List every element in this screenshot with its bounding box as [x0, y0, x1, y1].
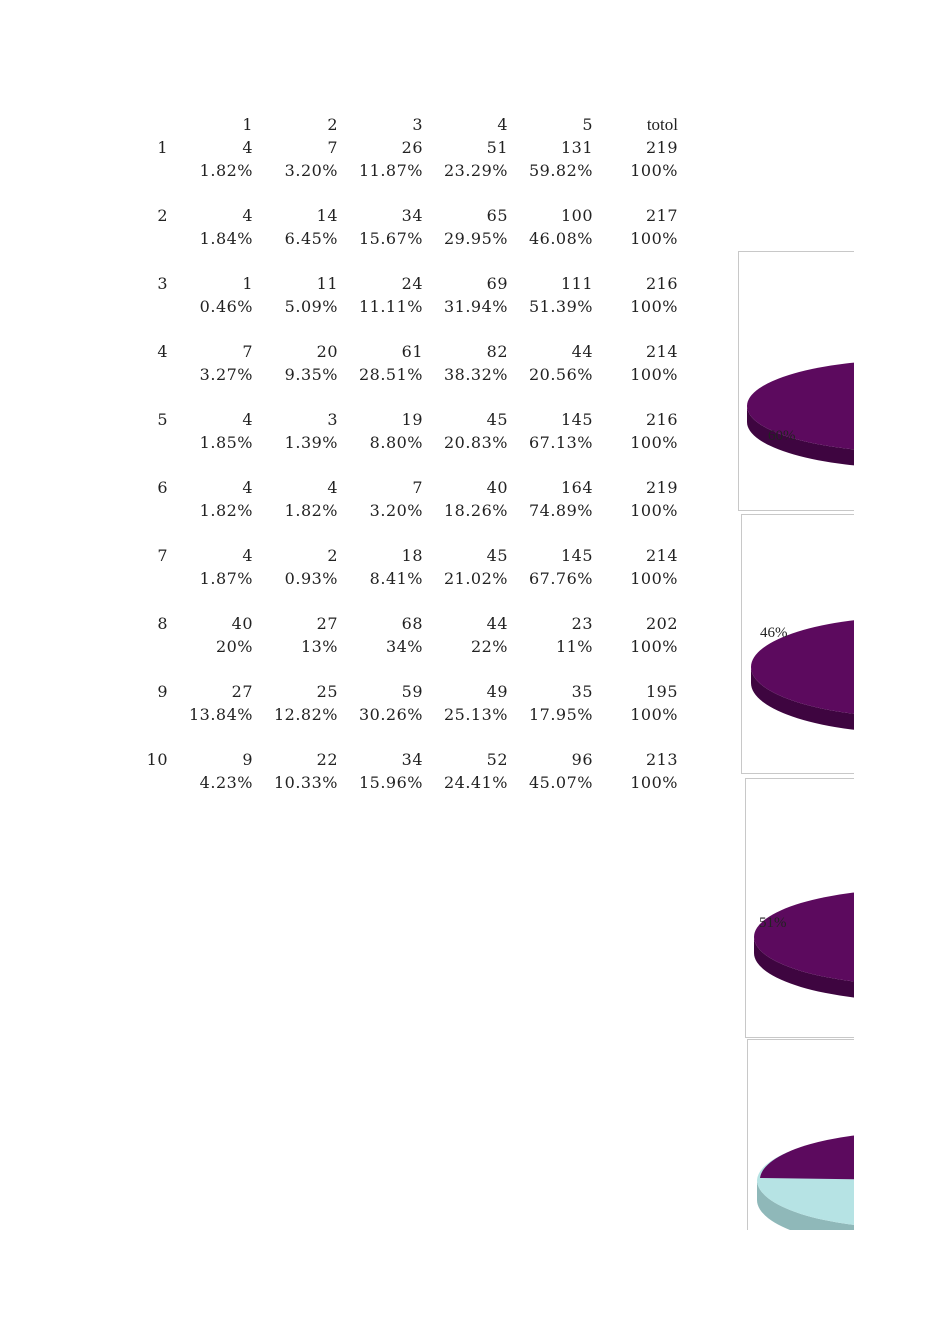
- count-cell[interactable]: 4: [242, 138, 253, 157]
- percent-cell[interactable]: 13%: [300, 637, 338, 656]
- row-id-cell[interactable]: 1: [157, 138, 168, 157]
- percent-cell[interactable]: 74.89%: [528, 501, 593, 520]
- pie-data-label: 46%: [760, 625, 788, 641]
- count-cell[interactable]: 40: [231, 614, 253, 633]
- percent-cell[interactable]: 22%: [470, 637, 508, 656]
- count-cell[interactable]: 219: [645, 138, 678, 157]
- percent-cell[interactable]: 1.82%: [284, 501, 338, 520]
- pie-chart-1[interactable]: [738, 251, 854, 511]
- count-cell[interactable]: 217: [645, 206, 678, 225]
- percent-cell[interactable]: 100%: [630, 569, 678, 588]
- row-id-cell[interactable]: 7: [157, 546, 168, 565]
- count-cell[interactable]: 213: [645, 750, 678, 769]
- percent-cell[interactable]: 34%: [385, 637, 423, 656]
- header-cell[interactable]: 3: [412, 115, 423, 134]
- count-cell[interactable]: 19: [401, 410, 423, 429]
- percent-cell[interactable]: 100%: [630, 637, 678, 656]
- percent-cell[interactable]: 18.26%: [443, 501, 508, 520]
- percent-cell[interactable]: 15.96%: [358, 773, 423, 792]
- percent-cell[interactable]: 17.95%: [528, 705, 593, 724]
- row-id-cell[interactable]: 9: [157, 682, 168, 701]
- count-cell[interactable]: 26: [401, 138, 423, 157]
- percent-cell[interactable]: 6.45%: [284, 229, 338, 248]
- percent-cell[interactable]: 8.80%: [369, 433, 423, 452]
- count-cell[interactable]: 195: [645, 682, 678, 701]
- row-id-cell[interactable]: 3: [157, 274, 168, 293]
- percent-cell[interactable]: 59.82%: [528, 161, 593, 180]
- row-id-cell[interactable]: 10: [146, 750, 168, 769]
- pie-slice-top: [760, 1132, 854, 1180]
- percent-cell[interactable]: 1.82%: [199, 501, 253, 520]
- count-cell[interactable]: 145: [560, 410, 593, 429]
- percent-cell[interactable]: 100%: [630, 773, 678, 792]
- count-cell[interactable]: 23: [571, 614, 593, 633]
- count-cell[interactable]: 216: [645, 274, 678, 293]
- count-cell[interactable]: 61: [401, 342, 423, 361]
- count-cell[interactable]: 44: [571, 342, 593, 361]
- pie-data-label: 51%: [759, 915, 787, 931]
- header-cell[interactable]: 4: [497, 115, 508, 134]
- count-cell[interactable]: 35: [571, 682, 593, 701]
- count-cell[interactable]: 18: [401, 546, 423, 565]
- pie-chart-3[interactable]: [745, 778, 854, 1038]
- count-cell[interactable]: 11: [316, 274, 338, 293]
- count-cell[interactable]: 25: [316, 682, 338, 701]
- percent-cell[interactable]: 1.39%: [284, 433, 338, 452]
- percent-cell[interactable]: 13.84%: [188, 705, 253, 724]
- count-cell[interactable]: 111: [560, 274, 593, 293]
- percent-cell[interactable]: 100%: [630, 705, 678, 724]
- row-id-cell[interactable]: 5: [157, 410, 168, 429]
- pie-chart-1-svg: [739, 252, 854, 510]
- percent-cell[interactable]: 23.29%: [443, 161, 508, 180]
- percent-cell[interactable]: 29.95%: [443, 229, 508, 248]
- count-cell[interactable]: 14: [316, 206, 338, 225]
- percent-cell[interactable]: 20.56%: [528, 365, 593, 384]
- percent-cell[interactable]: 1.87%: [199, 569, 253, 588]
- percent-cell[interactable]: 100%: [630, 365, 678, 384]
- percent-cell[interactable]: 0.46%: [199, 297, 253, 316]
- percent-cell[interactable]: 67.13%: [528, 433, 593, 452]
- percent-cell[interactable]: 10.33%: [273, 773, 338, 792]
- row-id-cell[interactable]: 6: [157, 478, 168, 497]
- percent-cell[interactable]: 25.13%: [443, 705, 508, 724]
- count-cell[interactable]: 82: [486, 342, 508, 361]
- count-cell[interactable]: 145: [560, 546, 593, 565]
- count-cell[interactable]: 40: [486, 478, 508, 497]
- header-cell[interactable]: 1: [242, 115, 253, 134]
- pie-chart-2[interactable]: [741, 514, 854, 774]
- count-cell[interactable]: 65: [486, 206, 508, 225]
- count-cell[interactable]: 69: [486, 274, 508, 293]
- count-cell[interactable]: 52: [486, 750, 508, 769]
- count-cell[interactable]: 214: [645, 546, 678, 565]
- percent-cell[interactable]: 45.07%: [528, 773, 593, 792]
- row-id-cell[interactable]: 4: [157, 342, 168, 361]
- count-cell[interactable]: 51: [486, 138, 508, 157]
- percent-cell[interactable]: 100%: [630, 501, 678, 520]
- count-cell[interactable]: 216: [645, 410, 678, 429]
- percent-cell[interactable]: 30.26%: [358, 705, 423, 724]
- percent-cell[interactable]: 15.67%: [358, 229, 423, 248]
- count-cell[interactable]: 4: [242, 206, 253, 225]
- count-cell[interactable]: 7: [327, 138, 338, 157]
- percent-cell[interactable]: 100%: [630, 297, 678, 316]
- count-cell[interactable]: 164: [560, 478, 593, 497]
- row-id-cell[interactable]: 8: [157, 614, 168, 633]
- row-id-cell[interactable]: 2: [157, 206, 168, 225]
- percent-cell[interactable]: 1.82%: [199, 161, 253, 180]
- percent-cell[interactable]: 11.11%: [358, 297, 423, 316]
- percent-cell[interactable]: 67.76%: [528, 569, 593, 588]
- percent-cell[interactable]: 11.87%: [358, 161, 423, 180]
- count-cell[interactable]: 44: [486, 614, 508, 633]
- percent-cell[interactable]: 9.35%: [284, 365, 338, 384]
- header-cell[interactable]: 5: [582, 115, 593, 134]
- percent-cell[interactable]: 100%: [630, 229, 678, 248]
- header-cell[interactable]: 2: [327, 115, 338, 134]
- percent-cell[interactable]: 3.20%: [284, 161, 338, 180]
- count-cell[interactable]: 7: [412, 478, 423, 497]
- percent-cell[interactable]: 38.32%: [443, 365, 508, 384]
- percent-cell[interactable]: 20.83%: [443, 433, 508, 452]
- count-cell[interactable]: 34: [401, 206, 423, 225]
- percent-cell[interactable]: 1.85%: [199, 433, 253, 452]
- percent-cell[interactable]: 8.41%: [369, 569, 423, 588]
- count-cell[interactable]: 45: [486, 410, 508, 429]
- percent-cell[interactable]: 46.08%: [528, 229, 593, 248]
- percent-cell[interactable]: 24.41%: [443, 773, 508, 792]
- count-cell[interactable]: 7: [242, 342, 253, 361]
- count-cell[interactable]: 4: [242, 410, 253, 429]
- count-cell[interactable]: 131: [560, 138, 593, 157]
- count-cell[interactable]: 4: [242, 478, 253, 497]
- percent-cell[interactable]: 20%: [215, 637, 253, 656]
- percent-cell[interactable]: 51.39%: [528, 297, 593, 316]
- percent-cell[interactable]: 0.93%: [284, 569, 338, 588]
- count-cell[interactable]: 1: [242, 274, 253, 293]
- percent-cell[interactable]: 4.23%: [199, 773, 253, 792]
- pie-chart-3-svg: [746, 779, 854, 1037]
- pie-chart-4[interactable]: [747, 1039, 854, 1230]
- count-cell[interactable]: 100: [560, 206, 593, 225]
- count-cell[interactable]: 219: [645, 478, 678, 497]
- count-cell[interactable]: 24: [401, 274, 423, 293]
- count-cell[interactable]: 68: [401, 614, 423, 633]
- count-cell[interactable]: 59: [401, 682, 423, 701]
- count-cell[interactable]: 27: [231, 682, 253, 701]
- count-cell[interactable]: 202: [645, 614, 678, 633]
- pie-chart-2-svg: [742, 515, 854, 773]
- header-cell-total[interactable]: totol: [646, 115, 678, 134]
- percent-cell[interactable]: 5.09%: [284, 297, 338, 316]
- count-cell[interactable]: 49: [486, 682, 508, 701]
- count-cell[interactable]: 45: [486, 546, 508, 565]
- percent-cell[interactable]: 1.84%: [199, 229, 253, 248]
- percent-cell[interactable]: 21.02%: [443, 569, 508, 588]
- pie-data-label: 60%: [768, 428, 796, 444]
- percent-cell[interactable]: 3.20%: [369, 501, 423, 520]
- count-cell[interactable]: 27: [316, 614, 338, 633]
- count-cell[interactable]: 2: [327, 546, 338, 565]
- count-cell[interactable]: 9: [242, 750, 253, 769]
- count-cell[interactable]: 4: [242, 546, 253, 565]
- count-cell[interactable]: 3: [327, 410, 338, 429]
- percent-cell[interactable]: 3.27%: [199, 365, 253, 384]
- count-cell[interactable]: 20: [316, 342, 338, 361]
- percent-cell[interactable]: 100%: [630, 433, 678, 452]
- pie-chart-4-svg: [748, 1040, 854, 1230]
- count-cell[interactable]: 22: [316, 750, 338, 769]
- percent-cell[interactable]: 28.51%: [358, 365, 423, 384]
- count-cell[interactable]: 34: [401, 750, 423, 769]
- percent-cell[interactable]: 31.94%: [443, 297, 508, 316]
- percent-cell[interactable]: 12.82%: [273, 705, 338, 724]
- count-cell[interactable]: 96: [571, 750, 593, 769]
- percent-cell[interactable]: 11%: [555, 637, 593, 656]
- count-cell[interactable]: 214: [645, 342, 678, 361]
- count-cell[interactable]: 4: [327, 478, 338, 497]
- percent-cell[interactable]: 100%: [630, 161, 678, 180]
